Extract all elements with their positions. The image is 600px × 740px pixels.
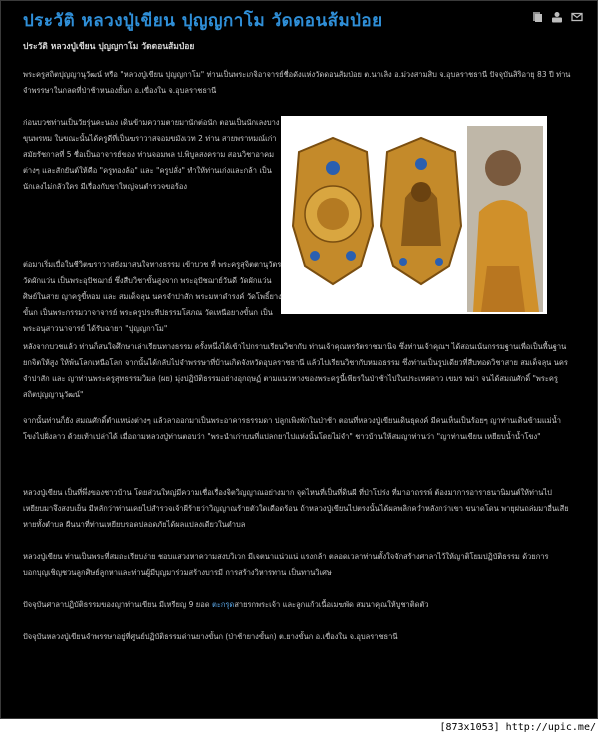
amulet-back-image xyxy=(293,138,373,284)
image-host-footer[interactable]: [873x1053] http://upic.me/ xyxy=(439,722,596,733)
paragraph-amulets-text-2: สายรกพระเจ้า และลูกแก้วเนื้อเมฆพัด สมนาคุณให้บูชาติดตัว xyxy=(234,600,429,609)
paragraph-amulets xyxy=(23,597,571,613)
amulets-and-monk-photo xyxy=(281,116,547,314)
paragraph-intro: พระครูสถิตปุญญานุวัฒน์ หรือ "หลวงปู่เขียน ปุญญกาโม" ท่านเป็นพระเกจิอาจารย์ชื่อดังแห่งวัดดอนส้มป่อย ต.นาเลิง อ.ม่วงสามสิบ จ.อุบลราชธานี ปัจจุบันสิริอายุ 83 ปี ท่านจำพรรษาในกลดที่ป่าช้าหนองยั้นก อ.เขื่องใน จ.อุบลราชธานี xyxy=(23,70,571,95)
article-tools xyxy=(531,11,583,23)
monk-photo xyxy=(467,126,543,312)
amulet-front-image xyxy=(381,138,461,284)
print-icon[interactable] xyxy=(551,11,563,23)
paragraph-residence: ปัจจุบันหลวงปู่เขียนจำพรรษาอยู่ที่ศูนย์ปฏิบัติธรรมด่านยางขั้นก (ป่าช้ายางขั้นก) ต.ยางขั้นก อ.เขื่องใน จ.อุบลราชธานี xyxy=(23,632,398,641)
paragraph-villagers: หลวงปู่เขียน เป็นที่พึ่งของชาวบ้าน โดยส่วนใหญ่มีความเชื่อเรื่องจิตวิญญาณอย่างมาก จุดไหนที่เป็นที่ดินผี ที่ป่าโปร่ง ที่มาอาถรรพ์ ต้องมาการอาราธนานิมนต์ให้ท่านไปเหยียบมาจึงสงบเย็น มีหลักว่าท่านเคยไปสำรวจเจ้าผีร้ายว่าวิญญาณร้ายตัวใดเดือดร้อน ถ้าหลวงปู่เขียนไปตรงนั้นได้ผลพลิกคว่ำหลังกว่าเขา ขนาดโดน พายุฝนถล่มมาอื่นเสียหายทั้งตำบล ผืนนาที่ท่านเหยียบรอดปลอดภัยได้ผลแปลงเดียวในตำบล xyxy=(23,488,569,529)
article-title[interactable]: ประวัติ หลวงปู่เขียน ปุญญกาโม วัดดอนส้มป่อย xyxy=(23,11,383,31)
article-subtitle: ประวัติ หลวงปู่เขียน ปุญญกาโม วัดดอนส้มป่อย xyxy=(23,42,195,52)
paragraph-mekong: จากนั้นท่านก็ยัง สมณศักดิ์ตำแหน่งต่างๆ แล้วลาออกมาเป็นพระอาคารธรรมดา ปลูกเพิงพักในป่าช้า ตอนที่หลวงปู่เขียนเดินธุดงค์ มีคนเห็นเป็นร้อยๆ ญาท่านเดินข้ามแม่น้ำโขงไปฝั่งลาว ด้วยเท้าเปล่าได้ เมื่อถามหลวงปู่ท่านตอบว่า "พระนำเก่าบนที่แปลกยาไปแห่งนั้นโดยไม่จำ" ชาวบ้านให้สมญาท่านว่า "ญาท่านเขียน เหยียบน้ำน้ำโขง" xyxy=(23,416,562,441)
paragraph-amulets-text: ปัจจุบันศาลาปฏิบัติธรรมของญาท่านเขียน มีเหรียญ 9 ยอด xyxy=(23,600,212,609)
email-icon[interactable] xyxy=(571,11,583,23)
paragraph-sala: หลวงปู่เขียน ท่านเป็นพระที่สมถะเรียบง่าย ชอบแสวงหาความสงบวิเวก มีเจตนาแน่วแน่ แรงกล้า ตลอดเวลาท่านตั้งใจจักสร้างศาลาไว้ให้ญาติโยมปฏิบัติธรรม ด้วยการบอกบุญเชิญชวนลูกศิษย์ลูกหาและท่านผู้มีบุญมาร่วมสร้างบารมี การสร้างวิหารทาน เป็นทานวิเศษ xyxy=(23,552,549,577)
paragraph-ordination: ต่อมาเริ่มเบื่อในชีวิตฆราวาสยังมาสนใจทางธรรม เข้าบวช ที่ พระครูสุจิตตานุวัตร วัดผักแว่น เป็นพระอุปัชฌาย์ ซึ่งสืบวิชาขั้นสูงจาก พระอุปัชฌาย์วันดี วัดผักแว่น ศิษย์ในสาย ญาครูขี้หอม และ สมเด็จลุน นครจำปาสัก พระมหาดำรงค์ วัดโพธิ์ยางขั้นก เป็นพระกรรมวาจาจารย์ พระครูประทีปธรรมโสภณ วัดเหนือยางขั้นก เป็นพระอนุสาวนาจารย์ ได้รับฉายา "ปุญญกาโม" xyxy=(23,260,282,333)
takrut-link[interactable]: ตะกรุด xyxy=(211,600,235,609)
paragraph-before-ordination: ก่อนบวชท่านเป็นวัยรุ่นคะนอง เดินข้ามความตายมานักต่อนัก ตอนเป็นนักเลงบางขุนพรหม ในขณะนั้นได้ครูดีที่เป็นฆราวาสจอมขมังเวท 2 ท่าน สายพราหมณ์เก่าสมัยรัชกาลที่ 5 ชื่อเป็นอาจารย์ของ ท่านจอมพล ป.พิบูลสงคราม สอนวิชาอาคมต่างๆ และสักยันต์ให้คือ "ครูทองล้อ" และ "ครูปลั่ง" ทำให้ท่านเก่งและกล้า เป็นนักเลงไม่กลัวใคร มีเรื่องกับขาใหญ่จนตำรวจขอร้อง xyxy=(23,118,280,191)
paragraph-study: หลังจากบวชแล้ว ท่านก็สนใจศึกษาเล่าเรียนทางธรรม ครั้งหนึ่งได้เข้าไปกราบเรียนวิชากับ ท่านเจ้าคุณหรรัตราชมานิจ ซึ่งท่านเจ้าคุณฯ ได้สอนเน้นกรรมฐานเพื่อเป็นพื้นฐานยกจิตให้สูง ให้พ้นโลกเหนือโลก จากนั้นได้กลับไปจำพรรษาที่บ้านเกิดจังหวัดอุบลราชธานี แล้วไปเรียนวิชากับหมอธรรม ซึ่งท่านเป็นรูปเดียวที่สืบทอดวิชาสาย สมเด็จลุน นครจำปาสัก และ ญาท่านพระครูสุทธรรมวิมล (ผย) มุ่งปฏิบัติธรรมอย่างอุกฤษฏ์ ตามแนวทางของพระครูนี้เพียรในป่าช้าไปในประเทศลาว เขมร พม่า จนได้สมณศักดิ์ "พระครูสถิตปุญญานุวัฒน์" xyxy=(23,342,568,399)
pdf-icon[interactable] xyxy=(531,11,543,23)
